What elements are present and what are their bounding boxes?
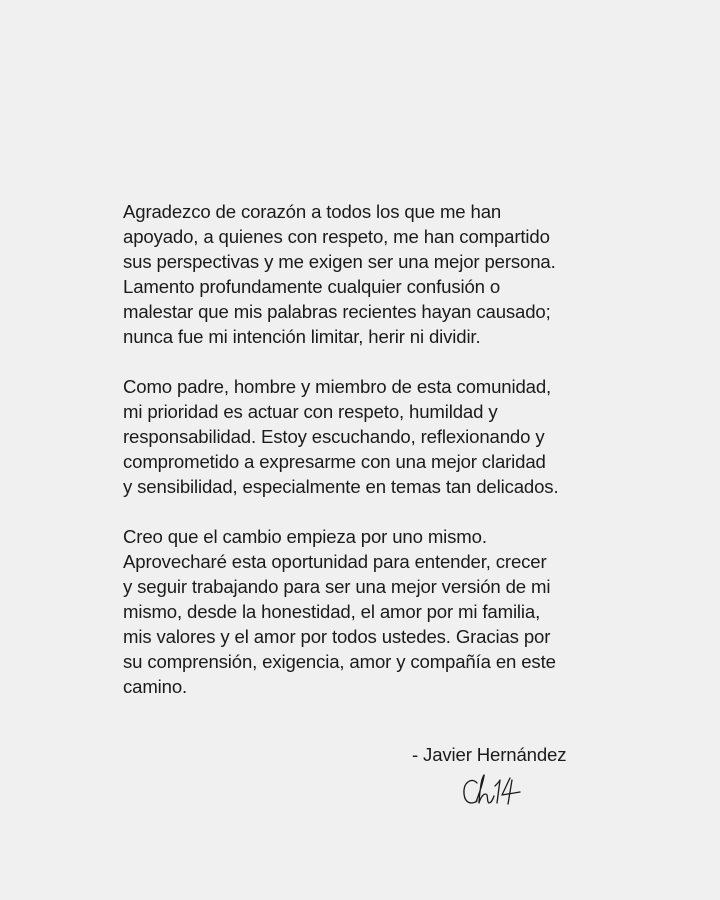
letter-line: mi prioridad es actuar con respeto, humildad y [123,401,498,422]
letter-line: Como padre, hombre y miembro de esta comunidad, [123,376,552,397]
letter-line: nunca fue mi intención limitar, herir ni dividir. [123,326,481,347]
letter-line: camino. [123,676,188,697]
letter-line: mis valores y el amor por todos ustedes. Gracias por [123,626,551,647]
letter-line: apoyado, a quienes con respeto, me han compartido [123,226,550,247]
letter-line: Agradezco de corazón a todos los que me han [123,201,502,222]
letter-line: y sensibilidad, especialmente en temas tan delicados. [123,476,559,497]
paragraph-1 [123,199,603,349]
letter-body [123,199,603,724]
letter-line: malestar que mis palabras recientes hayan causado; [123,301,551,322]
paragraph-2 [123,374,603,499]
letter-line: y seguir trabajando para ser una mejor versión de mi [123,576,551,597]
letter-line: Lamento profundamente cualquier confusión o [123,276,501,297]
paragraph-3 [123,524,603,699]
author-signoff: - Javier Hernández [412,744,567,765]
letter-line: sus perspectivas y me exigen ser una mejor persona. [123,251,556,272]
letter-line: responsabilidad. Estoy escuchando, reflexionando y [123,426,545,447]
letter-line: mismo, desde la honestidad, el amor por mi familia, [123,601,541,622]
letter-line: su comprensión, exigencia, amor y compañía en este [123,651,556,672]
letter-line: Aprovecharé esta oportunidad para entender, crecer [123,551,547,572]
letter-line: Creo que el cambio empieza por uno mismo. [123,526,487,547]
handwritten-signature [460,772,532,812]
letter-line: comprometido a expresarme con una mejor claridad [123,451,546,472]
